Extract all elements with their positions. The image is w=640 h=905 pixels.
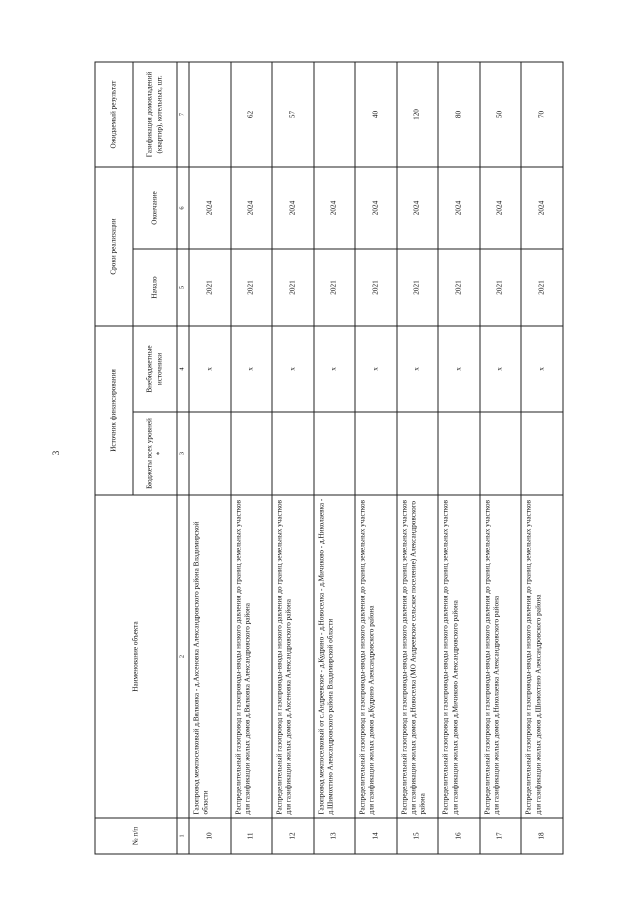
table-row	[230, 62, 272, 854]
table-row	[189, 62, 231, 854]
extrabudgetary-mark: х	[230, 326, 272, 412]
object-name: Распределительный газопровод и газопроводы-вводы низкого давления до границ земельных участков для газификации жилых домов д.Кудрино Александровского района	[355, 495, 397, 818]
table-row	[438, 62, 480, 854]
budgets-mark	[272, 412, 314, 495]
start-year: 2021	[189, 249, 231, 326]
object-name: Газопровод межпоселковый д.Вялковка - д.Аксеновка Александровского района Владимирской области	[189, 495, 231, 818]
budgets-mark	[479, 412, 521, 495]
extrabudgetary-mark: х	[272, 326, 314, 412]
landscape-table-wrapper	[94, 62, 563, 854]
gasification-count: 62	[230, 62, 272, 167]
extrabudgetary-mark: х	[438, 326, 480, 412]
budgets-mark	[396, 412, 438, 495]
extrabudgetary-mark: х	[355, 326, 397, 412]
row-number: 12	[272, 818, 314, 854]
table-row	[479, 62, 521, 854]
object-name: Распределительный газопровод и газопроводы-вводы низкого давления до границ земельных участков для газификации жилых домов д.Вялковка Александровского района	[230, 495, 272, 818]
extrabudgetary-mark: х	[521, 326, 563, 412]
end-year: 2024	[396, 167, 438, 249]
column-index: 1	[177, 818, 189, 854]
header-start: Начало	[133, 249, 177, 326]
row-number: 14	[355, 818, 397, 854]
header-end: Окончание	[133, 167, 177, 249]
start-year: 2021	[521, 249, 563, 326]
header-implementation-period: Сроки реализации	[95, 167, 133, 326]
header-num: № п/п	[95, 818, 177, 854]
column-index: 3	[177, 412, 189, 495]
budgets-mark	[313, 412, 355, 495]
gasification-count: 40	[355, 62, 397, 167]
column-index: 5	[177, 249, 189, 326]
extrabudgetary-mark: х	[313, 326, 355, 412]
object-name: Распределительный газопровод и газопроводы-вводы низкого давления до границ земельных участков для газификации жилых домов д.Шимохтино Александровского района	[521, 495, 563, 818]
end-year: 2024	[313, 167, 355, 249]
object-name: Распределительный газопровод и газопроводы-вводы низкого давления до границ земельных участков для газификации жилых домов д.Николаевка Александровского района	[479, 495, 521, 818]
header-budgets: Бюджеты всех уровней *	[133, 412, 177, 495]
row-number: 10	[189, 818, 231, 854]
gasification-count	[313, 62, 355, 167]
objects-table	[94, 61, 563, 854]
end-year: 2024	[230, 167, 272, 249]
gasification-count: 120	[396, 62, 438, 167]
table-row	[521, 62, 563, 854]
start-year: 2021	[313, 249, 355, 326]
end-year: 2024	[189, 167, 231, 249]
budgets-mark	[438, 412, 480, 495]
start-year: 2021	[272, 249, 314, 326]
start-year: 2021	[230, 249, 272, 326]
start-year: 2021	[438, 249, 480, 326]
header-object-name: Наименование объекта	[95, 495, 177, 818]
table-row	[396, 62, 438, 854]
budgets-mark	[355, 412, 397, 495]
table-rotation-frame	[94, 62, 563, 854]
object-name: Распределительный газопровод и газопроводы-вводы низкого давления до границ земельных участков для газификации жилых домов д.Мичиково Александровского района	[438, 495, 480, 818]
end-year: 2024	[521, 167, 563, 249]
column-index: 6	[177, 167, 189, 249]
header-expected-result: Ожидаемый результат	[95, 62, 133, 167]
table-row	[355, 62, 397, 854]
table-row	[313, 62, 355, 854]
column-index: 2	[177, 495, 189, 818]
row-number: 13	[313, 818, 355, 854]
start-year: 2021	[396, 249, 438, 326]
gasification-count: 50	[479, 62, 521, 167]
end-year: 2024	[272, 167, 314, 249]
object-name: Газопровод межпоселковый от с.Андреевское - д.Кудрино - д.Новоселка - д.Мичиково - д.Николаевка - д.Шимохтино Александровского района Владимирской области	[313, 495, 355, 818]
budgets-mark	[189, 412, 231, 495]
object-name: Распределительный газопровод и газопроводы-вводы низкого давления до границ земельных участков для газификации жилых домов д.Новоселка (МО Андреевское сельское поселение) Александровского района	[396, 495, 438, 818]
extrabudgetary-mark: х	[189, 326, 231, 412]
budgets-mark	[521, 412, 563, 495]
row-number: 16	[438, 818, 480, 854]
object-name: Распределительный газопровод и газопроводы-вводы низкого давления до границ земельных участков для газификации жилых домов д.Аксеновка Александровского района	[272, 495, 314, 818]
gasification-count: 70	[521, 62, 563, 167]
end-year: 2024	[479, 167, 521, 249]
start-year: 2021	[479, 249, 521, 326]
header-extrabudgetary: Внебюджетные источники	[133, 326, 177, 412]
column-index: 7	[177, 62, 189, 167]
extrabudgetary-mark: х	[479, 326, 521, 412]
header-funding-source: Источник финансирования	[95, 326, 133, 495]
column-index-row	[177, 62, 189, 854]
extrabudgetary-mark: х	[396, 326, 438, 412]
gasification-count: 57	[272, 62, 314, 167]
row-number: 11	[230, 818, 272, 854]
start-year: 2021	[355, 249, 397, 326]
row-number: 17	[479, 818, 521, 854]
column-index: 4	[177, 326, 189, 412]
row-number: 15	[396, 818, 438, 854]
end-year: 2024	[355, 167, 397, 249]
gasification-count	[189, 62, 231, 167]
header-gasification-count: Газификация домовладений (квартир), котельных, шт.	[133, 62, 177, 167]
page-number: 3	[51, 450, 61, 456]
end-year: 2024	[438, 167, 480, 249]
gasification-count: 80	[438, 62, 480, 167]
row-number: 18	[521, 818, 563, 854]
budgets-mark	[230, 412, 272, 495]
table-row	[272, 62, 314, 854]
